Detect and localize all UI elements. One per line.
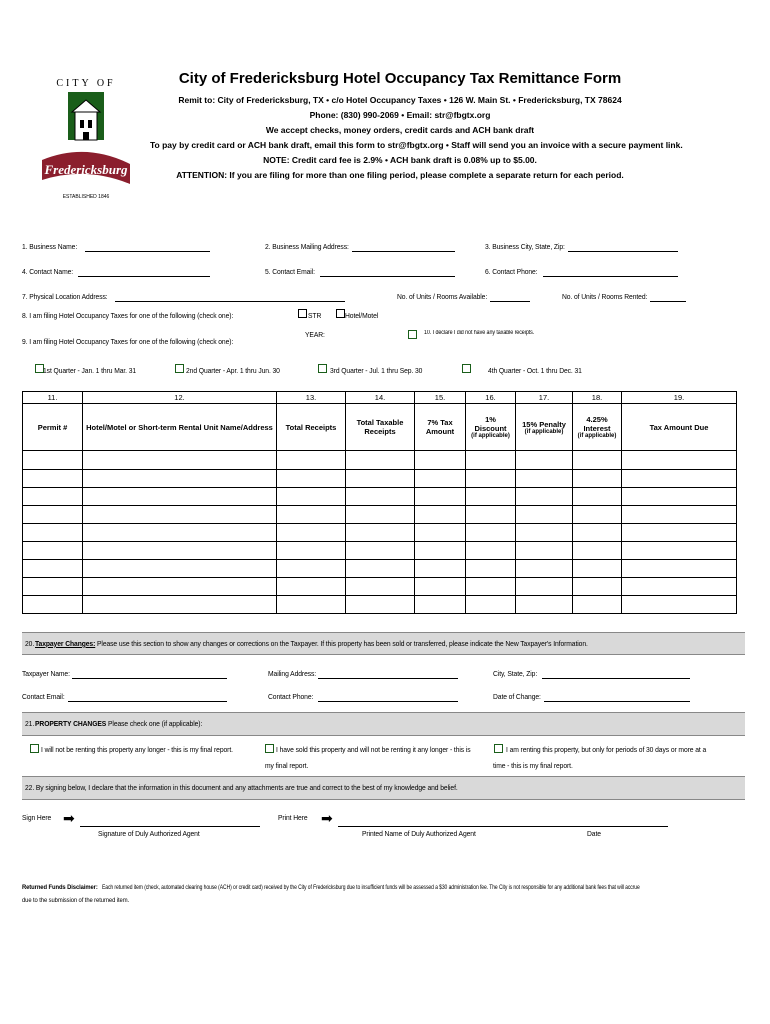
not-renting-label: I will not be renting this property any longer - this is my final report.	[41, 745, 233, 754]
col18-line3: (if applicable)	[577, 433, 617, 439]
table-row[interactable]	[23, 578, 737, 596]
logo-established: ESTABLISHED 1846	[62, 194, 110, 200]
property-changes-instruction: Please check one (if applicable):	[108, 719, 203, 728]
q1-label: 1st Quarter - Jan. 1 thru Mar. 31	[43, 366, 137, 375]
form-title: City of Fredericksburg Hotel Occupancy Tax Remittance Form	[178, 70, 622, 87]
new-contact-email-input[interactable]	[68, 701, 227, 702]
col-num-17: 17.	[516, 392, 573, 404]
property-changes-heading: PROPERTY CHANGES	[35, 719, 107, 728]
col17-line2: (if applicable)	[524, 428, 564, 435]
property-changes-num: 21.	[25, 719, 35, 728]
new-contact-phone-input[interactable]	[318, 701, 458, 702]
contact-phone-label: 6. Contact Phone:	[485, 267, 538, 276]
signature-caption: Signature of Duly Authorized Agent	[98, 829, 200, 838]
printed-name-input[interactable]	[338, 826, 668, 827]
new-mailing-address-input[interactable]	[318, 678, 458, 679]
printed-name-caption: Printed Name of Duly Authorized Agent	[362, 829, 476, 838]
units-available-input[interactable]	[490, 301, 530, 302]
q3-label: 3rd Quarter - Jul. 1 thru Sep. 30	[330, 366, 423, 375]
col-header-penalty	[516, 404, 573, 451]
taxpayer-name-input[interactable]	[72, 678, 227, 679]
declaration-text: 22. By signing below, I declare that the information in this document and any attachments are true and correct to the best of my knowledge and belief.	[25, 783, 458, 792]
col-num-15: 15.	[415, 392, 466, 404]
contact-email-label: 5. Contact Email:	[265, 267, 315, 276]
q2-checkbox[interactable]	[175, 364, 184, 373]
mailing-address-input[interactable]	[352, 251, 455, 252]
ach-line: To pay by credit card or ACH bank draft, email this form to str@fbgtx.org • Staff will send you an invoice with a secure payment link.	[150, 140, 683, 150]
physical-location-label: 7. Physical Location Address:	[22, 292, 108, 301]
table-number-row	[23, 392, 737, 404]
table-header-row	[23, 404, 737, 451]
contact-phone-input[interactable]	[543, 276, 678, 277]
col-num-12: 12.	[83, 392, 277, 404]
sold-property-checkbox[interactable]	[265, 744, 274, 753]
physical-location-input[interactable]	[115, 301, 345, 302]
date-of-change-input[interactable]	[544, 701, 690, 702]
long-term-label-2: time - this is my final report.	[493, 761, 573, 770]
new-mailing-address-label: Mailing Address:	[268, 669, 317, 678]
year-label: YEAR:	[305, 330, 325, 339]
table-row[interactable]	[23, 488, 737, 506]
contact-email-input[interactable]	[320, 276, 455, 277]
col14-line1: Total Taxable	[356, 418, 404, 427]
table-row[interactable]	[23, 596, 737, 614]
col-header-discount	[466, 404, 516, 451]
filing-type-label: 8. I am filing Hotel Occupancy Taxes for one of the following (check one):	[22, 311, 234, 320]
fee-note: NOTE: Credit card fee is 2.9% • ACH bank draft is 0.08% up to $5.00.	[263, 155, 537, 165]
q4-checkbox[interactable]	[462, 364, 471, 373]
q3-checkbox[interactable]	[318, 364, 327, 373]
logo-name: Fredericksburg	[44, 162, 128, 177]
new-city-state-zip-label: City, State, Zip:	[493, 669, 538, 678]
business-name-input[interactable]	[85, 251, 210, 252]
receipts-table	[22, 391, 737, 614]
table-row[interactable]	[23, 560, 737, 578]
units-available-label: No. of Units / Rooms Available:	[397, 292, 488, 301]
logo-arc-text: CITY OF	[56, 78, 116, 89]
col-num-19: 19.	[622, 392, 737, 404]
units-rented-label: No. of Units / Rooms Rented:	[562, 292, 648, 301]
col17-line1: 15% Penalty	[522, 419, 566, 429]
mailing-address-label: 2. Business Mailing Address:	[265, 242, 349, 251]
long-term-checkbox[interactable]	[494, 744, 503, 753]
filing-period-label: 9. I am filing Hotel Occupancy Taxes for one of the following (check one):	[22, 337, 234, 346]
signature-input[interactable]	[80, 826, 260, 827]
sold-property-label-1: I have sold this property and will not be renting it any longer - this is	[276, 745, 471, 754]
table-row[interactable]	[23, 470, 737, 488]
col-num-13: 13.	[277, 392, 346, 404]
no-taxable-label: 10. I declare I did not have any taxable receipts.	[424, 330, 535, 336]
taxpayer-changes-instruction: Please use this section to show any changes or corrections on the Taxpayer. If this property has been sold or transferred, please indicate the New Taxpayer's Information.	[97, 639, 588, 648]
col16-line1: 1%	[485, 415, 496, 424]
sold-property-label-2: my final report.	[265, 761, 309, 770]
returned-funds-text-2: due to the submission of the returned item.	[22, 897, 130, 904]
phone-line: Phone: (830) 990-2069 • Email: str@fbgtx.org	[309, 110, 491, 120]
returned-funds-text: Each returned item (check, automated clearing house (ACH) or credit card) received by the City of Fredericksburg due to insufficient funds will be assessed a $30 administration fee. The City is not responsible for any additional bank fees that will accrue	[102, 884, 640, 891]
q4-label: 4th Quarter - Oct. 1 thru Dec. 31	[488, 366, 582, 375]
table-row[interactable]	[23, 524, 737, 542]
arrow-right-icon: ➡	[63, 810, 75, 826]
business-name-label: 1. Business Name:	[22, 242, 78, 251]
taxpayer-name-label: Taxpayer Name:	[22, 669, 70, 678]
date-of-change-label: Date of Change:	[493, 692, 541, 701]
table-row[interactable]	[23, 506, 737, 524]
arrow-right-icon: ➡	[321, 810, 333, 826]
contact-name-label: 4. Contact Name:	[22, 267, 74, 276]
col-header-permit: Permit #	[23, 404, 83, 451]
remit-line: Remit to: City of Fredericksburg, TX • c/o Hotel Occupancy Taxes • 126 W. Main St. • Fredericksburg, TX 78624	[178, 95, 622, 105]
table-row[interactable]	[23, 542, 737, 560]
city-state-zip-input[interactable]	[568, 251, 678, 252]
hotel-motel-option-label: Hotel/Motel	[345, 311, 379, 320]
contact-name-input[interactable]	[78, 276, 210, 277]
hotel-motel-checkbox[interactable]	[336, 309, 345, 318]
q2-label: 2nd Quarter - Apr. 1 thru Jun. 30	[186, 366, 280, 375]
payment-line: We accept checks, money orders, credit cards and ACH bank draft	[265, 125, 535, 135]
col-num-18: 18.	[573, 392, 622, 404]
new-contact-email-label: Contact Email:	[22, 692, 65, 701]
str-option-label: STR	[308, 311, 322, 320]
print-here-label: Print Here	[278, 813, 308, 822]
col16-line3: (if applicable)	[471, 433, 510, 439]
col-header-taxable-receipts	[346, 404, 415, 451]
no-taxable-checkbox[interactable]	[408, 330, 417, 339]
col-num-14: 14.	[346, 392, 415, 404]
col16-line2: Discount	[474, 424, 507, 433]
sign-here-label: Sign Here	[22, 813, 52, 822]
new-contact-phone-label: Contact Phone:	[268, 692, 314, 701]
city-logo	[38, 72, 134, 202]
table-row[interactable]	[23, 451, 737, 470]
str-checkbox[interactable]	[298, 309, 307, 318]
col-header-unit-name: Hotel/Motel or Short-term Rental Unit Name/Address	[83, 404, 277, 451]
col14-line2: Receipts	[364, 427, 396, 436]
returned-funds-label: Returned Funds Disclaimer:	[22, 884, 98, 891]
col-num-11: 11.	[23, 392, 83, 404]
col18-line1: 4.25%	[586, 415, 608, 424]
col-num-16: 16.	[466, 392, 516, 404]
units-rented-input[interactable]	[650, 301, 686, 302]
new-city-state-zip-input[interactable]	[542, 678, 690, 679]
not-renting-checkbox[interactable]	[30, 744, 39, 753]
col18-line2: Interest	[583, 424, 611, 433]
taxpayer-changes-heading: Taxpayer Changes:	[35, 639, 96, 648]
attention-line: ATTENTION: If you are filing for more than one filing period, please complete a separate return for each period.	[176, 170, 624, 180]
taxpayer-changes-num: 20.	[25, 639, 35, 648]
col-header-interest	[573, 404, 622, 451]
long-term-label-1: I am renting this property, but only for periods of 30 days or more at a	[506, 745, 707, 754]
col-header-tax-amount: 7% Tax Amount	[415, 404, 466, 451]
col-header-total-receipts: Total Receipts	[277, 404, 346, 451]
city-state-zip-label: 3. Business City, State, Zip:	[485, 242, 565, 251]
col-header-tax-due: Tax Amount Due	[622, 404, 737, 451]
date-caption: Date	[587, 829, 601, 838]
